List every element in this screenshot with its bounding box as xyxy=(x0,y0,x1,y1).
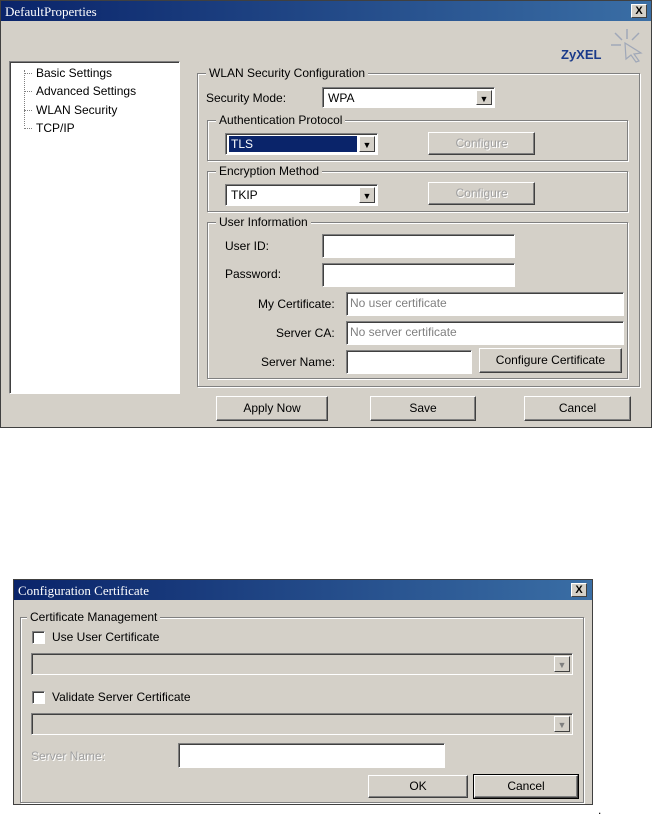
dialog-title: Configuration Certificate xyxy=(18,583,150,598)
cert-server-name-label: Server Name: xyxy=(31,749,106,763)
chevron-down-icon[interactable]: ▼ xyxy=(476,90,492,105)
tree-item-tcpip[interactable]: TCP/IP xyxy=(36,121,75,135)
tree-connector xyxy=(24,73,32,74)
wlan-security-group-title: WLAN Security Configuration xyxy=(206,66,368,80)
dialog-title: DefaultProperties xyxy=(5,4,97,19)
tree-item-basic-settings[interactable]: Basic Settings xyxy=(36,66,113,80)
tree-connector xyxy=(24,70,25,126)
chevron-down-icon[interactable]: ▼ xyxy=(359,187,375,203)
tree-connector xyxy=(24,128,32,129)
user-id-input[interactable] xyxy=(322,234,515,258)
configuration-certificate-dialog xyxy=(13,579,593,805)
star-burst-icon xyxy=(609,27,645,63)
chevron-down-icon[interactable]: ▼ xyxy=(359,136,375,152)
security-mode-label: Security Mode: xyxy=(206,91,287,105)
tree-connector xyxy=(24,110,32,111)
trailing-period: . xyxy=(598,803,602,817)
user-certificate-select[interactable] xyxy=(31,653,573,675)
server-name-label: Server Name: xyxy=(261,355,336,369)
tree-item-wlan-security[interactable]: WLAN Security xyxy=(36,103,118,117)
validate-server-certificate-label[interactable]: Validate Server Certificate xyxy=(52,690,191,704)
server-ca-label: Server CA: xyxy=(276,326,335,340)
security-mode-value: WPA xyxy=(328,91,355,105)
password-input[interactable] xyxy=(322,263,515,287)
auth-protocol-group-title: Authentication Protocol xyxy=(216,113,345,127)
use-user-certificate-checkbox[interactable] xyxy=(32,631,45,644)
user-id-label: User ID: xyxy=(225,239,270,253)
my-certificate-label: My Certificate: xyxy=(258,297,335,311)
save-button[interactable]: Save xyxy=(370,396,476,421)
zyxel-logo xyxy=(561,25,649,65)
cancel-button[interactable]: Cancel xyxy=(524,396,631,421)
cert-server-name-input[interactable] xyxy=(178,743,445,768)
title-bar[interactable] xyxy=(14,580,592,600)
security-mode-select[interactable] xyxy=(322,87,495,108)
validate-server-certificate-checkbox[interactable] xyxy=(32,691,45,704)
chevron-down-icon[interactable]: ▼ xyxy=(554,716,570,732)
cert-cancel-button[interactable]: Cancel xyxy=(474,775,578,798)
tree-connector xyxy=(24,91,32,92)
auth-configure-button[interactable]: Configure xyxy=(428,132,535,155)
encryption-method-select[interactable] xyxy=(225,184,378,206)
auth-protocol-value: TLS xyxy=(229,136,357,152)
ok-button[interactable]: OK xyxy=(368,775,468,798)
title-bar[interactable] xyxy=(1,1,651,21)
apply-now-button[interactable]: Apply Now xyxy=(216,396,328,421)
auth-protocol-select[interactable] xyxy=(225,133,378,155)
close-button[interactable]: X xyxy=(631,4,647,18)
settings-tree[interactable] xyxy=(9,61,180,394)
user-information-group-title: User Information xyxy=(216,215,311,229)
server-certificate-select[interactable] xyxy=(31,713,573,735)
close-button[interactable]: X xyxy=(571,583,587,597)
certificate-management-group-title: Certificate Management xyxy=(27,610,160,624)
server-ca-field: No server certificate xyxy=(346,321,624,345)
encryption-method-value: TKIP xyxy=(231,188,258,202)
use-user-certificate-label[interactable]: Use User Certificate xyxy=(52,630,160,644)
configure-certificate-button[interactable]: Configure Certificate xyxy=(479,348,622,373)
chevron-down-icon[interactable]: ▼ xyxy=(554,656,570,672)
encryption-configure-button[interactable]: Configure xyxy=(428,182,535,205)
password-label: Password: xyxy=(225,267,282,281)
tree-item-advanced-settings[interactable]: Advanced Settings xyxy=(36,84,137,98)
server-name-input[interactable] xyxy=(346,350,472,374)
my-certificate-field: No user certificate xyxy=(346,292,624,316)
logo-text: ZyXEL xyxy=(561,47,602,62)
encryption-method-group-title: Encryption Method xyxy=(216,164,322,178)
